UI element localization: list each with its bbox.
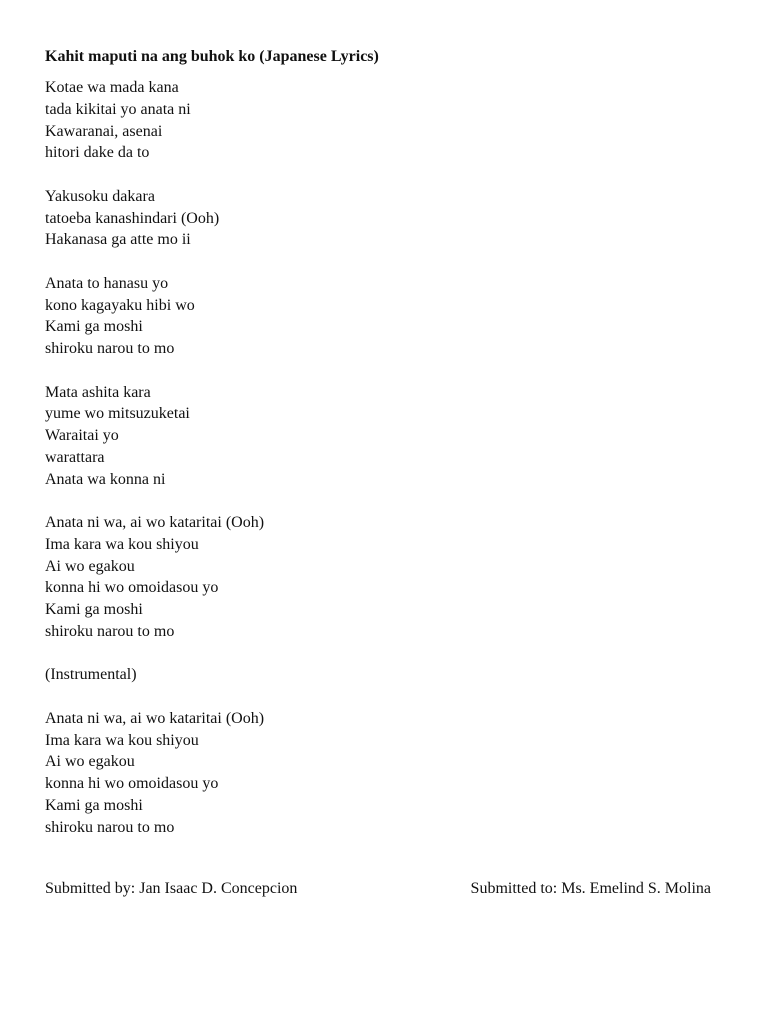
lyric-line: Kami ga moshi <box>45 318 143 336</box>
lyric-line: Anata wa konna ni <box>45 470 166 488</box>
lyric-line: Ai wo egakou <box>45 557 135 575</box>
lyric-line: tada kikitai yo anata ni <box>45 100 191 118</box>
lyric-line: kono kagayaku hibi wo <box>45 296 195 314</box>
lyric-line: Kawaranai, asenai <box>45 122 163 140</box>
lyric-line: Yakusoku dakara <box>45 187 155 205</box>
stanza-7 <box>45 708 264 839</box>
lyric-line: Anata ni wa, ai wo kataritai (Ooh) <box>45 709 265 727</box>
lyric-line: shiroku narou to mo <box>45 622 175 640</box>
stanza-5 <box>45 512 264 643</box>
lyric-line: warattara <box>45 448 105 466</box>
stanza-1 <box>45 77 264 164</box>
lyric-line: shiroku narou to mo <box>45 340 175 357</box>
document-title: Kahit maputi na ang buhok ko (Japanese Lyrics) <box>45 48 379 65</box>
lyric-line: tatoeba kanashindari (Ooh) <box>45 209 220 227</box>
lyric-line: Mata ashita kara <box>45 383 151 401</box>
lyric-line: Hakanasa ga atte mo ii <box>45 231 191 249</box>
stanza-3 <box>45 273 264 360</box>
lyric-line: (Instrumental) <box>45 666 137 684</box>
lyric-line: konna hi wo omoidasou yo <box>45 579 219 597</box>
lyric-line: Anata to hanasu yo <box>45 274 169 292</box>
stanza-2 <box>45 186 264 251</box>
lyric-line: Ima kara wa kou shiyou <box>45 535 199 553</box>
stanza-6 <box>45 664 264 686</box>
lyric-line: Kami ga moshi <box>45 601 143 618</box>
lyric-line: Ima kara wa kou shiyou <box>45 731 199 749</box>
lyric-line: konna hi wo omoidasou yo <box>45 775 219 792</box>
lyric-line: Kotae wa mada kana <box>45 79 179 96</box>
lyric-line: Anata ni wa, ai wo kataritai (Ooh) <box>45 514 265 531</box>
lyric-line: yume wo mitsuzuketai <box>45 405 190 423</box>
lyric-line: Waraitai yo <box>45 427 119 444</box>
submitted-to: Submitted to: Ms. Emelind S. Molina <box>470 880 711 897</box>
stanza-4 <box>45 382 264 491</box>
lyric-line: Kami ga moshi <box>45 796 143 814</box>
lyric-line: shiroku narou to mo <box>45 818 175 836</box>
submitted-by: Submitted by: Jan Isaac D. Concepcion <box>45 880 298 897</box>
lyric-line: hitori dake da to <box>45 144 150 162</box>
lyrics-body <box>45 77 264 860</box>
lyric-line: Ai wo egakou <box>45 753 135 771</box>
